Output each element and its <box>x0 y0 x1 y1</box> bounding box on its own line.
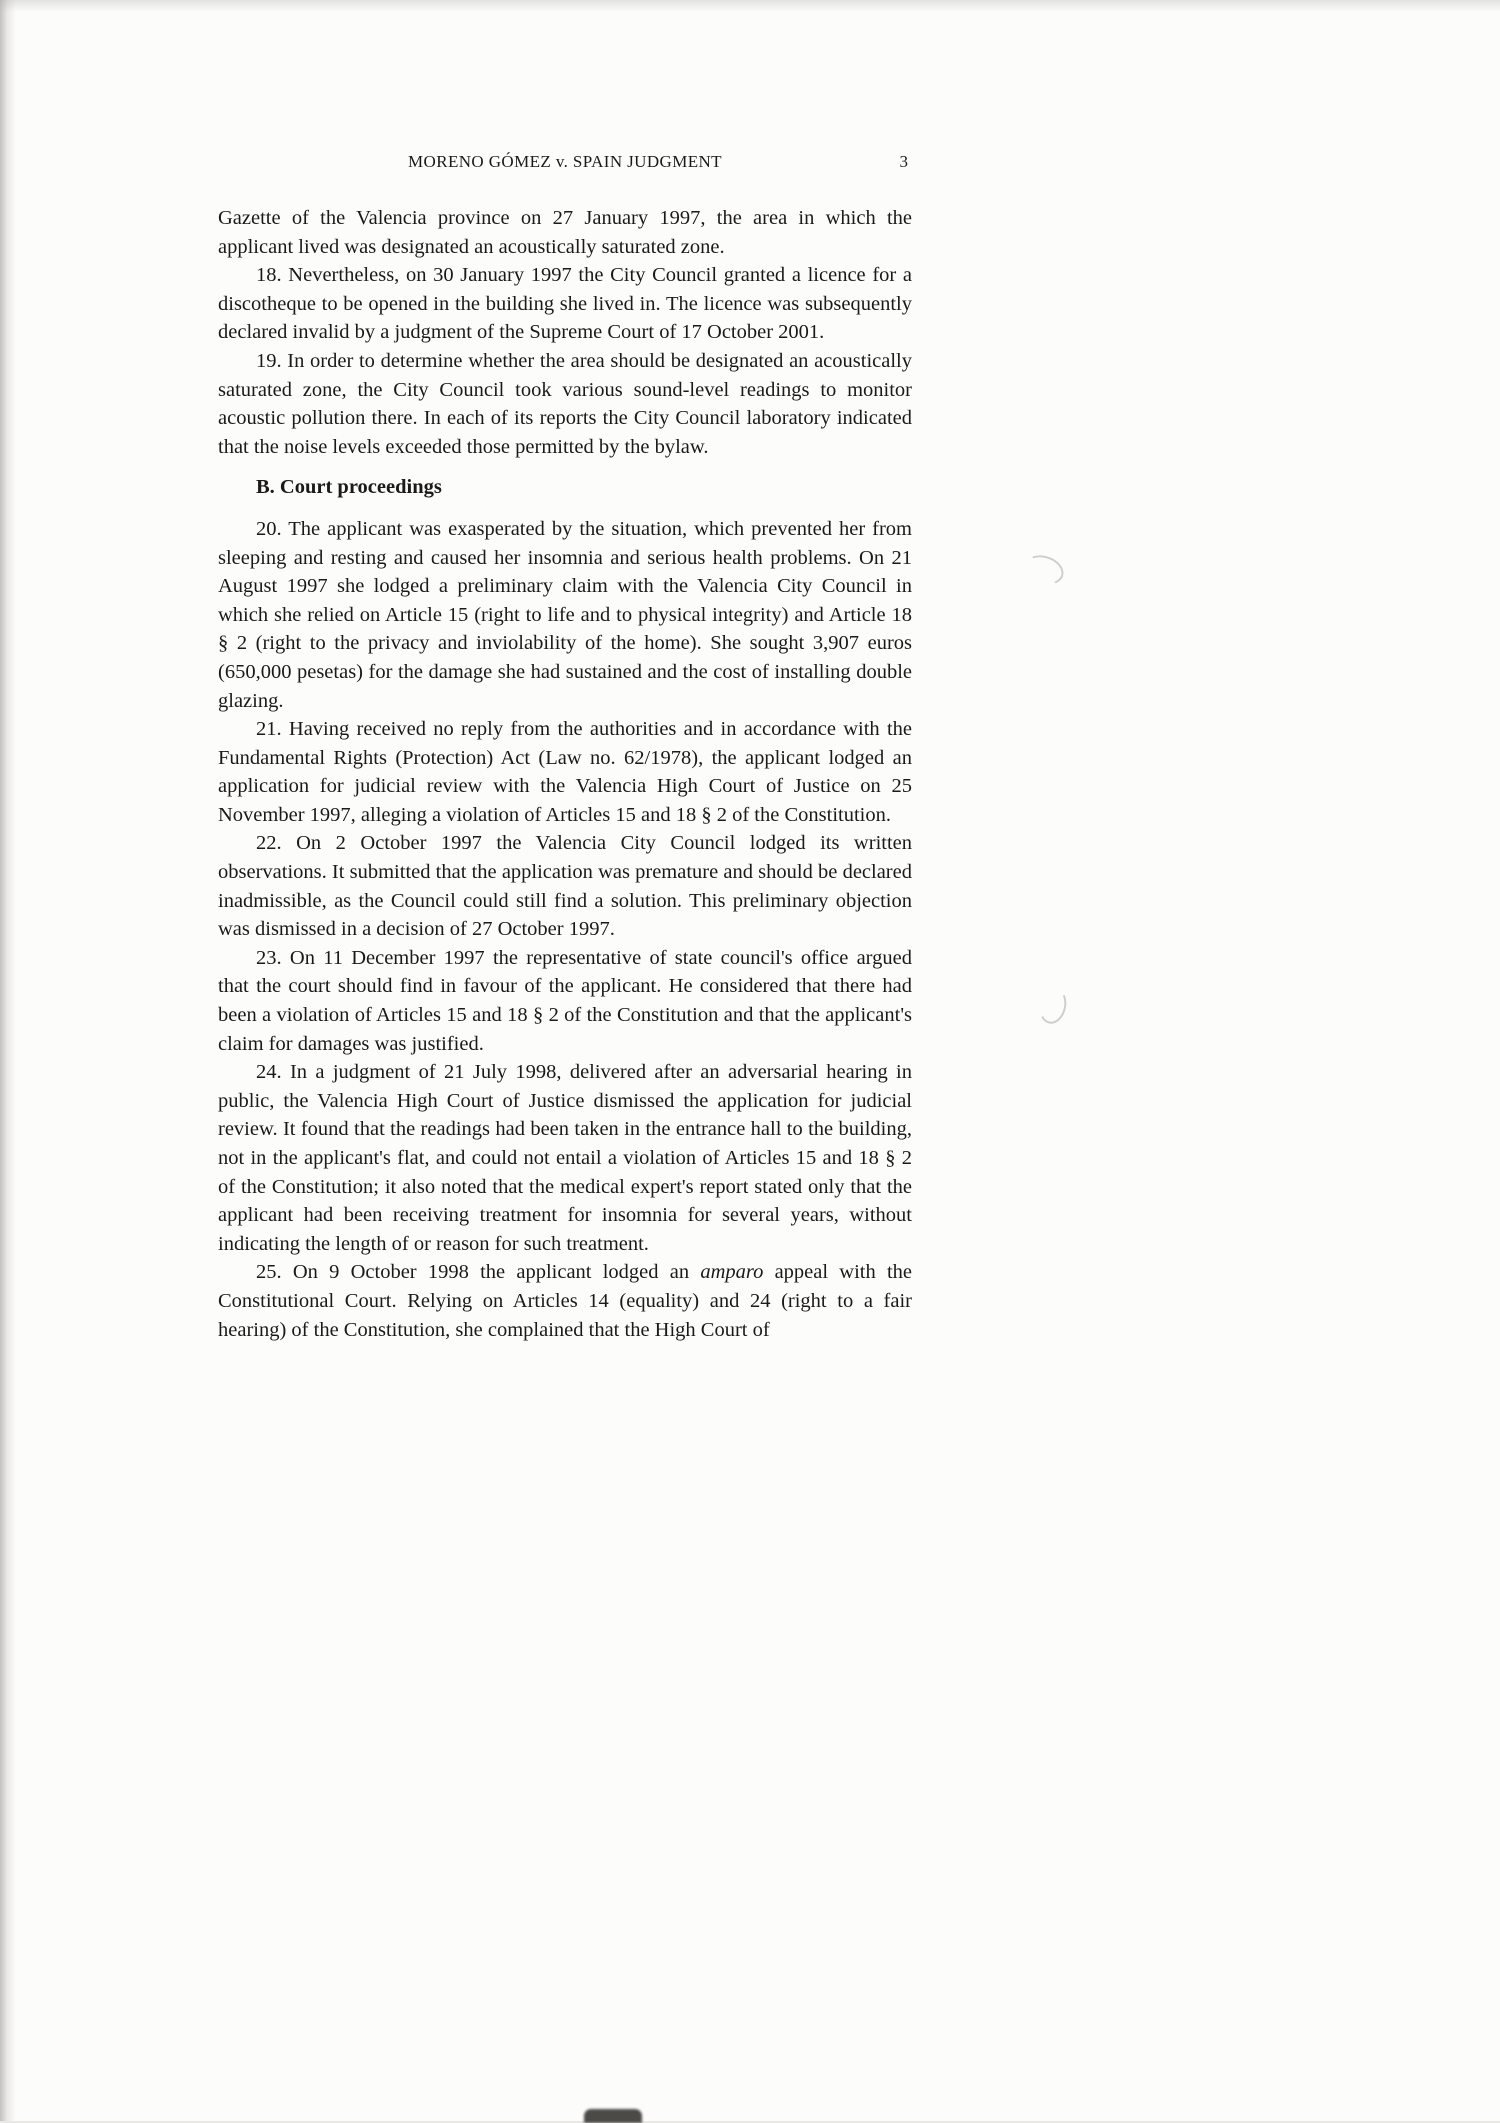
paragraph <box>218 829 912 943</box>
paragraph <box>218 715 912 829</box>
text-run: 22. On 2 October 1997 the Valencia City Council lodged its written observations. It submitted that the application was premature and should be declared inadmissible, as the Council could still find a solution. This preliminary objection was dismissed in a decision of 27 October 1997. <box>218 832 912 941</box>
scan-artifact-arc <box>1021 551 1068 590</box>
scan-edge-shadow-top <box>0 0 1500 12</box>
page-header <box>218 152 912 178</box>
text-run: 24. In a judgment of 21 July 1998, delivered after an adversarial hearing in public, the Valencia High Court of Justice dismissed the application for judicial review. It found that the readings had been taken in the entrance hall to the building, not in the applicant's flat, and could not entail a violation of Articles 15 and 18 § 2 of the Constitution; it also noted that the medical expert's report stated only that the applicant had been receiving treatment for insomnia for several years, without indicating the length of or reason for such treatment. <box>218 1061 912 1255</box>
text-run: appeal with the Constitutional Court. Relying on Articles 14 (equality) and 24 (right to a fair hearing) of the Constitution, she complained that the High Court of <box>218 1261 913 1341</box>
paragraph <box>218 204 912 261</box>
text-run: 18. Nevertheless, on 30 January 1997 the City Council granted a licence for a discotheque to be opened in the building she lived in. The licence was subsequently declared invalid by a judgment of the Supreme Court of 17 October 2001. <box>218 264 912 344</box>
paragraph <box>218 944 912 1058</box>
text-run: Gazette of the Valencia province on 27 January 1997, the area in which the applicant lived was designated an acoustically saturated zone. <box>218 207 912 258</box>
text-run: 21. Having received no reply from the authorities and in accordance with the Fundamental Rights (Protection) Act (Law no. 62/1978), the applicant lodged an application for judicial review with the Valencia High Court of Justice on 25 November 1997, alleging a violation of Articles 15 and 18 § 2 of the Constitution. <box>218 718 912 826</box>
running-title: MORENO GÓMEZ v. SPAIN JUDGMENT <box>408 152 722 171</box>
paragraph <box>218 1058 912 1258</box>
paragraph <box>218 515 912 715</box>
text-run: 23. On 11 December 1997 the representative of state council's office argued that the court should find in favour of the applicant. He considered that there had been a violation of Articles 15 and 18 § 2 of the Constitution and that the applicant's claim for damages was justified. <box>218 946 912 1055</box>
text-run: 19. In order to determine whether the area should be designated an acoustically saturated zone, the City Council took various sound-level readings to monitor acoustic pollution there. In each of its reports the City Council laboratory indicated that the noise levels exceeded those permitted by the bylaw. <box>218 349 912 458</box>
paragraph <box>218 347 912 461</box>
scan-edge-shadow-left <box>0 0 16 2121</box>
text-run: B. Court proceedings <box>256 476 442 499</box>
scan-artifact-arc <box>1036 985 1070 1026</box>
text-run: 25. On 9 October 1998 the applicant lodged an <box>256 1261 701 1284</box>
paragraph <box>218 1258 912 1344</box>
page-number: 3 <box>899 152 908 171</box>
text-run: 20. The applicant was exasperated by the situation, which prevented her from sleeping and resting and caused her insomnia and serious health problems. On 21 August 1997 she lodged a preliminary claim with the Valencia City Council in which she relied on Article 15 (right to life and to physical integrity) and Article 18 § 2 (right to the privacy and inviolability of the home). She sought 3,907 euros (650,000 pesetas) for the damage she had sustained and the cost of installing double glazing. <box>218 517 912 712</box>
document-body <box>218 204 912 1344</box>
section-heading <box>256 473 912 502</box>
paragraph <box>218 261 912 347</box>
italic-text-run: amparo <box>700 1261 764 1284</box>
